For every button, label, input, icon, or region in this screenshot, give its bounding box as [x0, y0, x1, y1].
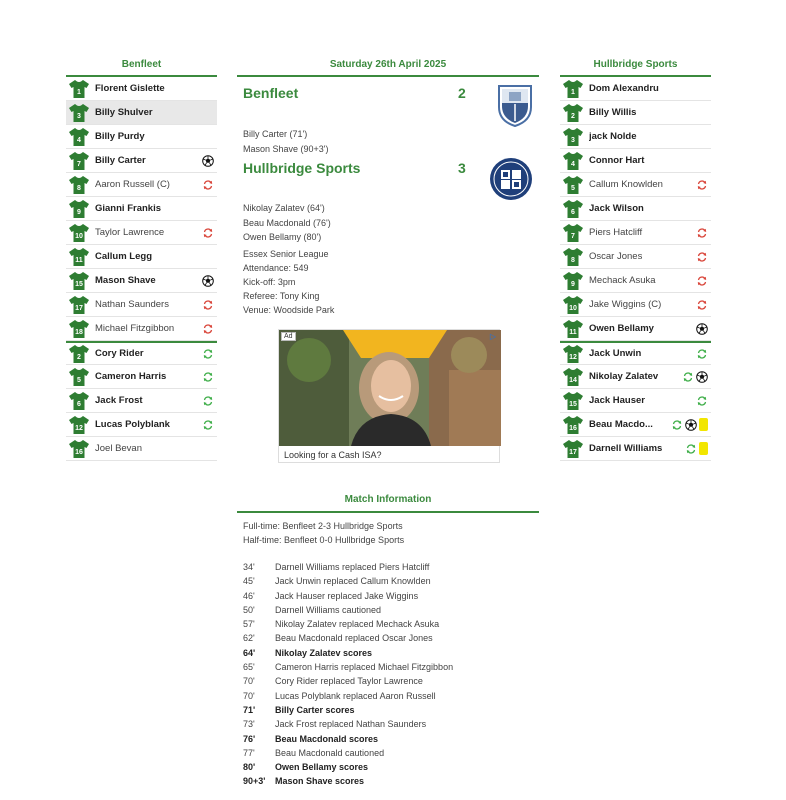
event-minute: 80': [243, 762, 256, 773]
home-crest-icon[interactable]: [497, 83, 533, 130]
shirt-icon: [69, 416, 89, 434]
event-text: Lucas Polyblank replaced Aaron Russell: [275, 690, 436, 701]
event-minute: 90+3': [243, 776, 266, 787]
player-name[interactable]: Cory Rider: [95, 348, 144, 359]
player-name[interactable]: Gianni Frankis: [95, 203, 161, 214]
event-minute: 45': [243, 576, 255, 587]
player-row[interactable]: [560, 149, 711, 173]
player-row[interactable]: [66, 389, 217, 413]
shirt-number: 12: [75, 424, 83, 432]
player-name[interactable]: Piers Hatcliff: [589, 227, 643, 238]
shirt-number: 17: [75, 304, 83, 312]
player-name[interactable]: Owen Bellamy: [589, 323, 654, 334]
shirt-number: 12: [569, 353, 577, 361]
sub-on-icon: [696, 348, 708, 360]
shirt-number: 11: [569, 328, 577, 336]
match-event: [237, 574, 539, 588]
shirt-number: 7: [571, 232, 575, 240]
attendance: Attendance: 549: [243, 263, 309, 273]
goal-icon: [202, 155, 214, 167]
home-score: 2: [458, 85, 466, 101]
player-row[interactable]: [66, 317, 217, 341]
player-name[interactable]: jack Nolde: [589, 131, 637, 142]
ad-choices-icon[interactable]: ▷: [489, 332, 496, 341]
shirt-number: 17: [569, 448, 577, 456]
shirt-icon: [563, 368, 583, 386]
sub-on-icon: [202, 395, 214, 407]
player-name[interactable]: Jack Frost: [95, 395, 143, 406]
player-row[interactable]: [66, 149, 217, 173]
player-name[interactable]: Jack Hauser: [589, 395, 645, 406]
player-row[interactable]: [560, 341, 711, 365]
player-event-icons: [202, 275, 214, 287]
player-event-icons: [696, 251, 708, 263]
player-row[interactable]: [560, 413, 711, 437]
player-row[interactable]: [560, 197, 711, 221]
shirt-icon: [69, 128, 89, 146]
match-event: [237, 589, 539, 603]
match-information: [237, 493, 539, 789]
shirt-number: 14: [569, 376, 577, 384]
player-row[interactable]: [66, 437, 217, 461]
event-minute: 70': [243, 690, 255, 701]
player-name[interactable]: Nikolay Zalatev: [589, 371, 659, 382]
home-scorers: [243, 127, 329, 156]
shirt-icon: [69, 392, 89, 410]
shirt-icon: [69, 152, 89, 170]
event-timeline: [237, 560, 539, 789]
shirt-icon: [563, 440, 583, 458]
sub-off-icon: [202, 179, 214, 191]
match-details: [243, 247, 334, 317]
shirt-number: 7: [77, 160, 81, 168]
player-row[interactable]: [66, 269, 217, 293]
goal-icon: [202, 275, 214, 287]
shirt-icon: [69, 248, 89, 266]
player-row[interactable]: [560, 77, 711, 101]
player-name[interactable]: Jack Wilson: [589, 203, 644, 214]
shirt-icon: [563, 152, 583, 170]
event-text: Mason Shave scores: [275, 776, 365, 787]
sub-off-icon: [202, 323, 214, 335]
home-player-list: [66, 75, 217, 461]
player-event-icons: [202, 371, 214, 383]
player-name[interactable]: Jake Wiggins (C): [589, 299, 662, 310]
home-scorer: Billy Carter (71'): [243, 129, 308, 139]
shirt-icon: [69, 104, 89, 122]
sub-on-icon: [682, 371, 694, 383]
player-row[interactable]: [560, 101, 711, 125]
player-name[interactable]: Billy Carter: [95, 155, 146, 166]
shirt-icon: [69, 345, 89, 363]
player-name[interactable]: Cameron Harris: [95, 371, 167, 382]
shirt-number: 9: [571, 280, 575, 288]
player-row[interactable]: [560, 269, 711, 293]
match-event: [237, 674, 539, 688]
scoreboard: [237, 75, 539, 250]
event-text: Darnell Williams replaced Piers Hatcliff: [275, 562, 430, 572]
match-event: [237, 746, 539, 760]
event-text: Jack Frost replaced Nathan Saunders: [275, 719, 427, 730]
player-name[interactable]: Michael Fitzgibbon: [95, 323, 175, 334]
player-row[interactable]: [560, 389, 711, 413]
player-event-icons: [202, 348, 214, 360]
sub-off-icon: [696, 179, 708, 191]
shirt-number: 1: [571, 88, 575, 96]
event-minute: 34': [243, 562, 255, 572]
player-row[interactable]: [66, 101, 217, 125]
shirt-number: 6: [571, 208, 575, 216]
player-name[interactable]: Joel Bevan: [95, 443, 143, 454]
event-minute: 64': [243, 647, 256, 658]
goal-event: [237, 703, 539, 717]
shirt-icon: [563, 248, 583, 266]
goal-event: [237, 774, 539, 788]
event-text: Owen Bellamy scores: [275, 762, 369, 773]
match-event: [237, 689, 539, 703]
player-name[interactable]: Lucas Polyblank: [95, 419, 170, 430]
match-date: Saturday 26th April 2025: [329, 59, 447, 70]
away-team-title[interactable]: Hullbridge Sports: [593, 59, 678, 70]
away-crest-icon[interactable]: [489, 157, 533, 204]
player-event-icons: [671, 418, 708, 431]
event-text: Cory Rider replaced Taylor Lawrence: [275, 676, 423, 687]
player-event-icons: [202, 179, 214, 191]
shirt-icon: [69, 368, 89, 386]
event-minute: 57': [243, 619, 255, 630]
shirt-icon: [563, 104, 583, 122]
ad-label: Ad: [281, 332, 296, 341]
shirt-icon: [69, 176, 89, 194]
player-name[interactable]: Billy Purdy: [95, 131, 145, 142]
player-name[interactable]: Aaron Russell (C): [95, 179, 170, 190]
shirt-icon: [563, 80, 583, 98]
sub-on-icon: [202, 371, 214, 383]
player-row[interactable]: [560, 221, 711, 245]
player-row[interactable]: [560, 245, 711, 269]
shirt-number: 8: [77, 184, 81, 192]
player-event-icons: [696, 395, 708, 407]
shirt-icon: [563, 272, 583, 290]
home-team-title[interactable]: Benfleet: [121, 59, 162, 70]
event-text: Jack Unwin replaced Callum Knowlden: [275, 576, 431, 587]
player-row[interactable]: [66, 125, 217, 149]
shirt-icon: [563, 416, 583, 434]
event-text: Beau Macdonald cautioned: [275, 747, 385, 758]
away-scorer: Nikolay Zalatev (64'): [243, 203, 325, 213]
event-text: Billy Carter scores: [275, 704, 355, 715]
event-minute: 46': [243, 590, 255, 601]
shirt-number: 11: [75, 256, 83, 264]
shirt-icon: [563, 345, 583, 363]
player-event-icons: [685, 442, 708, 455]
player-event-icons: [696, 179, 708, 191]
sub-on-icon: [696, 395, 708, 407]
player-name[interactable]: Oscar Jones: [589, 251, 643, 262]
yellow-card-icon: [699, 442, 708, 455]
shirt-icon: [563, 128, 583, 146]
sub-off-icon: [696, 275, 708, 287]
player-row[interactable]: [560, 293, 711, 317]
player-name[interactable]: Mechack Asuka: [589, 275, 656, 286]
shirt-icon: [563, 392, 583, 410]
shirt-number: 10: [569, 304, 577, 312]
shirt-icon: [563, 224, 583, 242]
shirt-icon: [563, 176, 583, 194]
player-event-icons: [696, 275, 708, 287]
shirt-number: 15: [569, 400, 577, 408]
shirt-number: 6: [77, 400, 81, 408]
player-row[interactable]: [66, 245, 217, 269]
shirt-number: 1: [77, 88, 81, 96]
shirt-number: 3: [571, 136, 575, 144]
player-event-icons: [202, 419, 214, 431]
home-team-name[interactable]: Benfleet: [243, 85, 299, 101]
shirt-number: 18: [75, 328, 83, 336]
referee: Referee: Tony King: [243, 291, 320, 301]
event-minute: 50': [243, 604, 255, 615]
sub-on-icon: [202, 419, 214, 431]
match-event: [237, 603, 539, 617]
home-scorer: Mason Shave (90+3'): [243, 143, 329, 154]
match-event: [237, 717, 539, 731]
player-row[interactable]: [560, 317, 711, 341]
shirt-icon: [69, 320, 89, 338]
goal-icon: [696, 371, 708, 383]
event-minute: 73': [243, 719, 255, 730]
shirt-icon: [563, 296, 583, 314]
ad-caption[interactable]: Looking for a Cash ISA?: [284, 450, 382, 460]
sub-on-icon: [671, 419, 683, 431]
event-text: Darnell Williams cautioned: [275, 604, 382, 615]
event-minute: 76': [243, 733, 256, 744]
shirt-number: 5: [571, 184, 575, 192]
away-team-name[interactable]: Hullbridge Sports: [243, 160, 361, 176]
player-event-icons: [202, 395, 214, 407]
away-score: 3: [458, 160, 466, 176]
player-row[interactable]: [66, 221, 217, 245]
player-event-icons: [202, 323, 214, 335]
shirt-icon: [69, 296, 89, 314]
player-event-icons: [202, 155, 214, 167]
shirt-number: 3: [77, 112, 81, 120]
goal-icon: [685, 419, 697, 431]
shirt-number: 8: [571, 256, 575, 264]
shirt-icon: [69, 200, 89, 218]
shirt-number: 10: [75, 232, 83, 240]
away-scorers: [243, 201, 331, 245]
player-row[interactable]: [66, 413, 217, 437]
player-row[interactable]: [66, 365, 217, 389]
away-scorer: Beau Macdonald (76'): [243, 217, 331, 228]
match-info-title: Match Information: [344, 494, 432, 505]
player-name[interactable]: Taylor Lawrence: [95, 227, 165, 238]
player-event-icons: [696, 348, 708, 360]
player-row[interactable]: [560, 437, 711, 461]
shirt-number: 2: [77, 353, 81, 361]
player-event-icons: [682, 371, 708, 383]
event-minute: 62': [243, 633, 255, 644]
home-lineup: [66, 58, 217, 461]
player-name[interactable]: Florent Gislette: [95, 83, 165, 94]
shirt-number: 16: [569, 424, 577, 432]
shirt-icon: [563, 320, 583, 338]
competition[interactable]: Essex Senior League: [243, 249, 329, 259]
event-text: Beau Macdonald replaced Oscar Jones: [275, 633, 433, 644]
player-name[interactable]: Callum Knowlden: [589, 179, 663, 190]
player-name[interactable]: Mason Shave: [95, 275, 156, 286]
shirt-number: 15: [75, 280, 83, 288]
event-minute: 70': [243, 676, 255, 687]
kickoff: Kick-off: 3pm: [243, 277, 296, 287]
player-name[interactable]: Darnell Williams: [589, 443, 663, 454]
sub-on-icon: [685, 443, 697, 455]
shirt-icon: [563, 200, 583, 218]
sub-on-icon: [202, 348, 214, 360]
player-event-icons: [696, 299, 708, 311]
player-row[interactable]: [66, 173, 217, 197]
sub-off-icon: [696, 251, 708, 263]
event-text: Cameron Harris replaced Michael Fitzgibbon: [275, 662, 454, 673]
away-scorer: Owen Bellamy (80'): [243, 232, 322, 242]
player-row[interactable]: [66, 197, 217, 221]
player-row[interactable]: [66, 341, 217, 365]
event-minute: 77': [243, 747, 255, 758]
event-text: Beau Macdonald scores: [275, 733, 379, 744]
player-name[interactable]: Callum Legg: [95, 251, 153, 262]
venue: Venue: Woodside Park: [243, 305, 335, 315]
shirt-icon: [69, 224, 89, 242]
goal-event: [237, 732, 539, 746]
away-lineup: [560, 58, 711, 461]
fulltime-score: Full-time: Benfleet 2-3 Hullbridge Sports: [243, 521, 403, 531]
sub-off-icon: [696, 299, 708, 311]
shirt-number: 4: [77, 136, 81, 144]
goal-event: [237, 760, 539, 774]
match-event: [237, 560, 539, 574]
shirt-number: 5: [77, 376, 81, 384]
sub-off-icon: [696, 227, 708, 239]
player-name[interactable]: Jack Unwin: [589, 348, 642, 359]
yellow-card-icon: [699, 418, 708, 431]
player-event-icons: [202, 299, 214, 311]
player-name[interactable]: Connor Hart: [589, 155, 645, 166]
player-event-icons: [202, 227, 214, 239]
player-row[interactable]: [66, 77, 217, 101]
halftime-score: Half-time: Benfleet 0-0 Hullbridge Sports: [243, 535, 405, 545]
shirt-icon: [69, 80, 89, 98]
match-event: [237, 660, 539, 674]
ad-image[interactable]: [279, 330, 501, 446]
player-row[interactable]: [560, 365, 711, 389]
away-player-list: [560, 75, 711, 461]
player-name[interactable]: Billy Shulver: [95, 107, 153, 118]
event-minute: 65': [243, 662, 255, 673]
match-header: [237, 58, 539, 250]
advertisement[interactable]: [278, 329, 500, 463]
player-row[interactable]: [560, 173, 711, 197]
shirt-number: 9: [77, 208, 81, 216]
goal-icon: [696, 323, 708, 335]
match-event: [237, 631, 539, 645]
shirt-icon: [69, 272, 89, 290]
player-event-icons: [696, 227, 708, 239]
event-text: Jack Hauser replaced Jake Wiggins: [275, 590, 419, 601]
shirt-icon: [69, 440, 89, 458]
sub-off-icon: [202, 227, 214, 239]
shirt-number: 4: [571, 160, 575, 168]
player-name[interactable]: Beau Macdo...: [589, 419, 653, 430]
event-text: Nikolay Zalatev replaced Mechack Asuka: [275, 619, 440, 630]
event-text: Nikolay Zalatev scores: [275, 647, 373, 658]
player-event-icons: [696, 323, 708, 335]
match-event: [237, 617, 539, 631]
player-name[interactable]: Nathan Saunders: [95, 299, 169, 310]
sub-off-icon: [202, 299, 214, 311]
shirt-number: 2: [571, 112, 575, 120]
event-minute: 71': [243, 704, 256, 715]
shirt-number: 16: [75, 448, 83, 456]
player-name[interactable]: Dom Alexandru: [589, 83, 659, 94]
goal-event: [237, 646, 539, 660]
player-name[interactable]: Billy Willis: [589, 107, 637, 118]
player-row[interactable]: [560, 125, 711, 149]
player-row[interactable]: [66, 293, 217, 317]
